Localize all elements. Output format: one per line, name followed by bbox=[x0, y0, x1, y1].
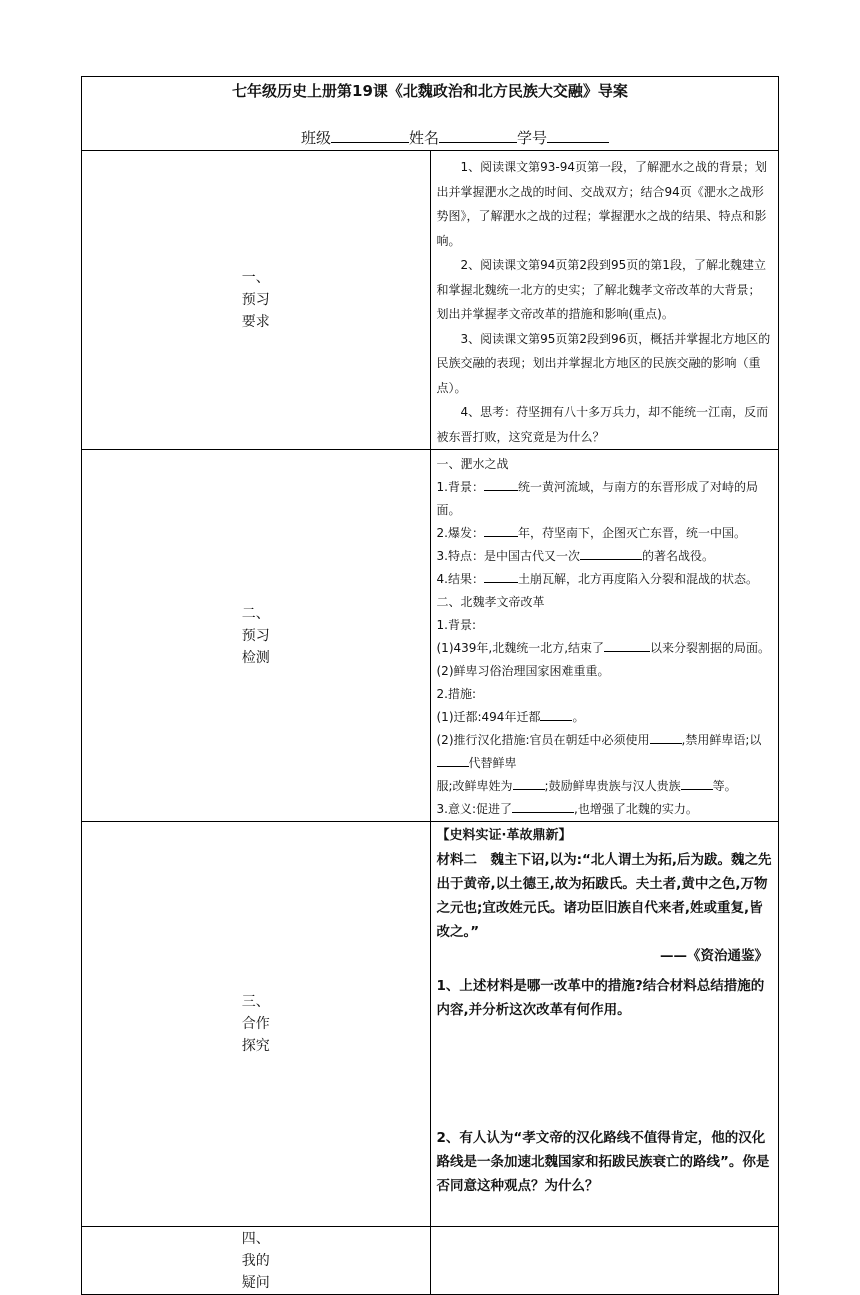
question-text: (2)推行汉化措施:官员在朝廷中必须使用 bbox=[436, 733, 650, 747]
name-blank[interactable] bbox=[439, 128, 517, 143]
subheading-reform: 二、北魏孝文帝改革 bbox=[436, 595, 545, 609]
class-label: 班级 bbox=[300, 129, 331, 147]
requirements-content bbox=[430, 151, 779, 450]
section-label-line1: 我的 bbox=[241, 1252, 270, 1269]
question-text: 年，苻坚南下，企图灭亡东晋，统一中国。 bbox=[517, 526, 746, 540]
fill-blank[interactable] bbox=[580, 546, 642, 560]
fill-blank[interactable] bbox=[650, 730, 682, 744]
question-text: 统一黄河流域，与南方的东晋形成了对峙的局面。 bbox=[436, 480, 758, 517]
fill-blank[interactable] bbox=[540, 707, 572, 721]
answer-space-1[interactable] bbox=[437, 1022, 773, 1120]
question-text: 土崩瓦解，北方再度陷入分裂和混战的状态。 bbox=[517, 572, 758, 586]
section-label bbox=[82, 151, 431, 450]
questions-answer-space[interactable] bbox=[430, 1227, 779, 1295]
header-cell bbox=[82, 77, 779, 151]
material-source: ——《资治通鉴》 bbox=[660, 948, 768, 964]
requirement-item: 3、阅读课文第95页第2段到96页，概括并掌握北方地区的民族交融的表现；划出并掌握北方地区的民族交融的影响（重点）。 bbox=[436, 331, 771, 395]
material-heading: 【史料实证·革故鼎新】 bbox=[436, 828, 572, 843]
class-blank[interactable] bbox=[331, 128, 409, 143]
requirement-item: 1、阅读课文第93-94页第一段，了解淝水之战的背景；划出并掌握淝水之战的时间、交战双方；结合94页《淝水之战形势图》，了解淝水之战的过程；掌握淝水之战的结果、特点和影响。 bbox=[436, 160, 768, 248]
material-text: 材料二 魏主下诏,以为:“北人谓土为拓,后为跋。魏之先出于黄帝,以土德王,故为拓跋氏。夫土者,黄中之色,万物之元也;宜改姓元氏。诸功臣旧族自代来者,姓或重复,皆改之。” bbox=[436, 852, 772, 940]
name-label: 姓名 bbox=[408, 129, 439, 147]
section-label bbox=[82, 1227, 431, 1295]
section-label-line2: 探究 bbox=[241, 1038, 270, 1054]
fill-blank[interactable] bbox=[513, 776, 545, 790]
section-label-line1: 合作 bbox=[241, 1016, 270, 1032]
question-line bbox=[431, 522, 779, 545]
section-label-line2: 疑问 bbox=[241, 1274, 270, 1291]
subheading-feishui: 一、淝水之战 bbox=[436, 457, 509, 471]
inquiry-content bbox=[430, 822, 779, 1227]
question-text: 2.爆发： bbox=[436, 526, 484, 540]
question-text: ;鼓励鲜卑贵族与汉人贵族 bbox=[544, 779, 681, 793]
question-line bbox=[431, 798, 779, 821]
fill-blank[interactable] bbox=[437, 753, 469, 767]
question-line bbox=[431, 775, 779, 798]
question-text: ,也增强了北魏的实力。 bbox=[574, 802, 698, 816]
worksheet-table bbox=[81, 76, 779, 1295]
check-content bbox=[430, 450, 779, 822]
question-1: 1、上述材料是哪一改革中的措施?结合材料总结措施的内容,并分析这次改革有何作用。 bbox=[436, 978, 765, 1018]
section-preview-check bbox=[82, 450, 779, 822]
fill-blank[interactable] bbox=[604, 638, 650, 652]
section-number: 一、 bbox=[241, 270, 270, 286]
question-line bbox=[431, 706, 779, 729]
question-text: 的著名战役。 bbox=[641, 549, 714, 563]
question-line bbox=[431, 568, 779, 591]
section-number: 三、 bbox=[241, 994, 270, 1010]
question-line: (2)鲜卑习俗治理国家困难重重。 bbox=[436, 664, 610, 678]
fill-blank[interactable] bbox=[484, 523, 518, 537]
section-number: 二、 bbox=[241, 605, 270, 622]
header-row bbox=[82, 77, 779, 151]
number-blank[interactable] bbox=[547, 128, 609, 143]
fill-blank[interactable] bbox=[484, 477, 518, 491]
section-label-line2: 检测 bbox=[241, 649, 270, 666]
requirement-item: 2、阅读课文第94页第2段到95页的第1段，了解北魏建立和掌握北魏统一北方的史实；了解北魏孝文帝改革的大背景；划出并掌握孝文帝改革的措施和影响(重点)。 bbox=[436, 258, 766, 321]
question-2: 2、有人认为“孝文帝的汉化路线不值得肯定，他的汉化路线是一条加速北魏国家和拓跋民族衰亡的路线”。你是否同意这种观点？为什么？ bbox=[436, 1130, 770, 1194]
question-text: 。 bbox=[572, 710, 585, 724]
question-line bbox=[431, 545, 779, 568]
question-text: 服;改鲜卑姓为 bbox=[436, 779, 513, 793]
question-text: 3.意义:促进了 bbox=[436, 802, 512, 816]
question-line: 2.措施: bbox=[436, 687, 476, 701]
question-text: 3.特点：是中国古代又一次 bbox=[436, 549, 580, 563]
section-label bbox=[82, 822, 431, 1227]
question-text: (1)迁都:494年迁都 bbox=[436, 710, 541, 724]
section-preview-requirements bbox=[82, 151, 779, 450]
requirement-item: 4、思考：苻坚拥有八十多万兵力，却不能统一江南，反而被东晋打败，这究竟是为什么？ bbox=[436, 405, 769, 444]
section-number: 四、 bbox=[241, 1230, 270, 1247]
fill-blank[interactable] bbox=[512, 799, 574, 813]
section-label-line2: 要求 bbox=[241, 314, 270, 330]
section-label bbox=[82, 450, 431, 822]
question-text: ,禁用鲜卑语;以 bbox=[681, 733, 762, 747]
question-line bbox=[431, 729, 779, 775]
question-line: 1.背景: bbox=[436, 618, 476, 632]
page-title: 七年级历史上册第19课《北魏政治和北方民族大交融》导案 bbox=[232, 82, 628, 100]
question-text: 4.结果： bbox=[436, 572, 484, 586]
section-cooperative-inquiry bbox=[82, 822, 779, 1227]
fill-blank[interactable] bbox=[681, 776, 713, 790]
section-label-line1: 预习 bbox=[241, 292, 270, 308]
question-text: 以来分裂割据的局面。 bbox=[650, 641, 771, 655]
student-info-line bbox=[82, 128, 778, 148]
question-text: 等。 bbox=[712, 779, 737, 793]
question-line bbox=[431, 476, 779, 522]
fill-blank[interactable] bbox=[484, 569, 518, 583]
question-text: (1)439年,北魏统一北方,结束了 bbox=[436, 641, 605, 655]
section-label-line1: 预习 bbox=[241, 627, 270, 644]
section-my-questions bbox=[82, 1227, 779, 1295]
question-text: 代替鲜卑 bbox=[468, 756, 517, 770]
question-line bbox=[431, 637, 779, 660]
number-label: 学号 bbox=[517, 129, 548, 147]
question-text: 1.背景： bbox=[436, 480, 484, 494]
